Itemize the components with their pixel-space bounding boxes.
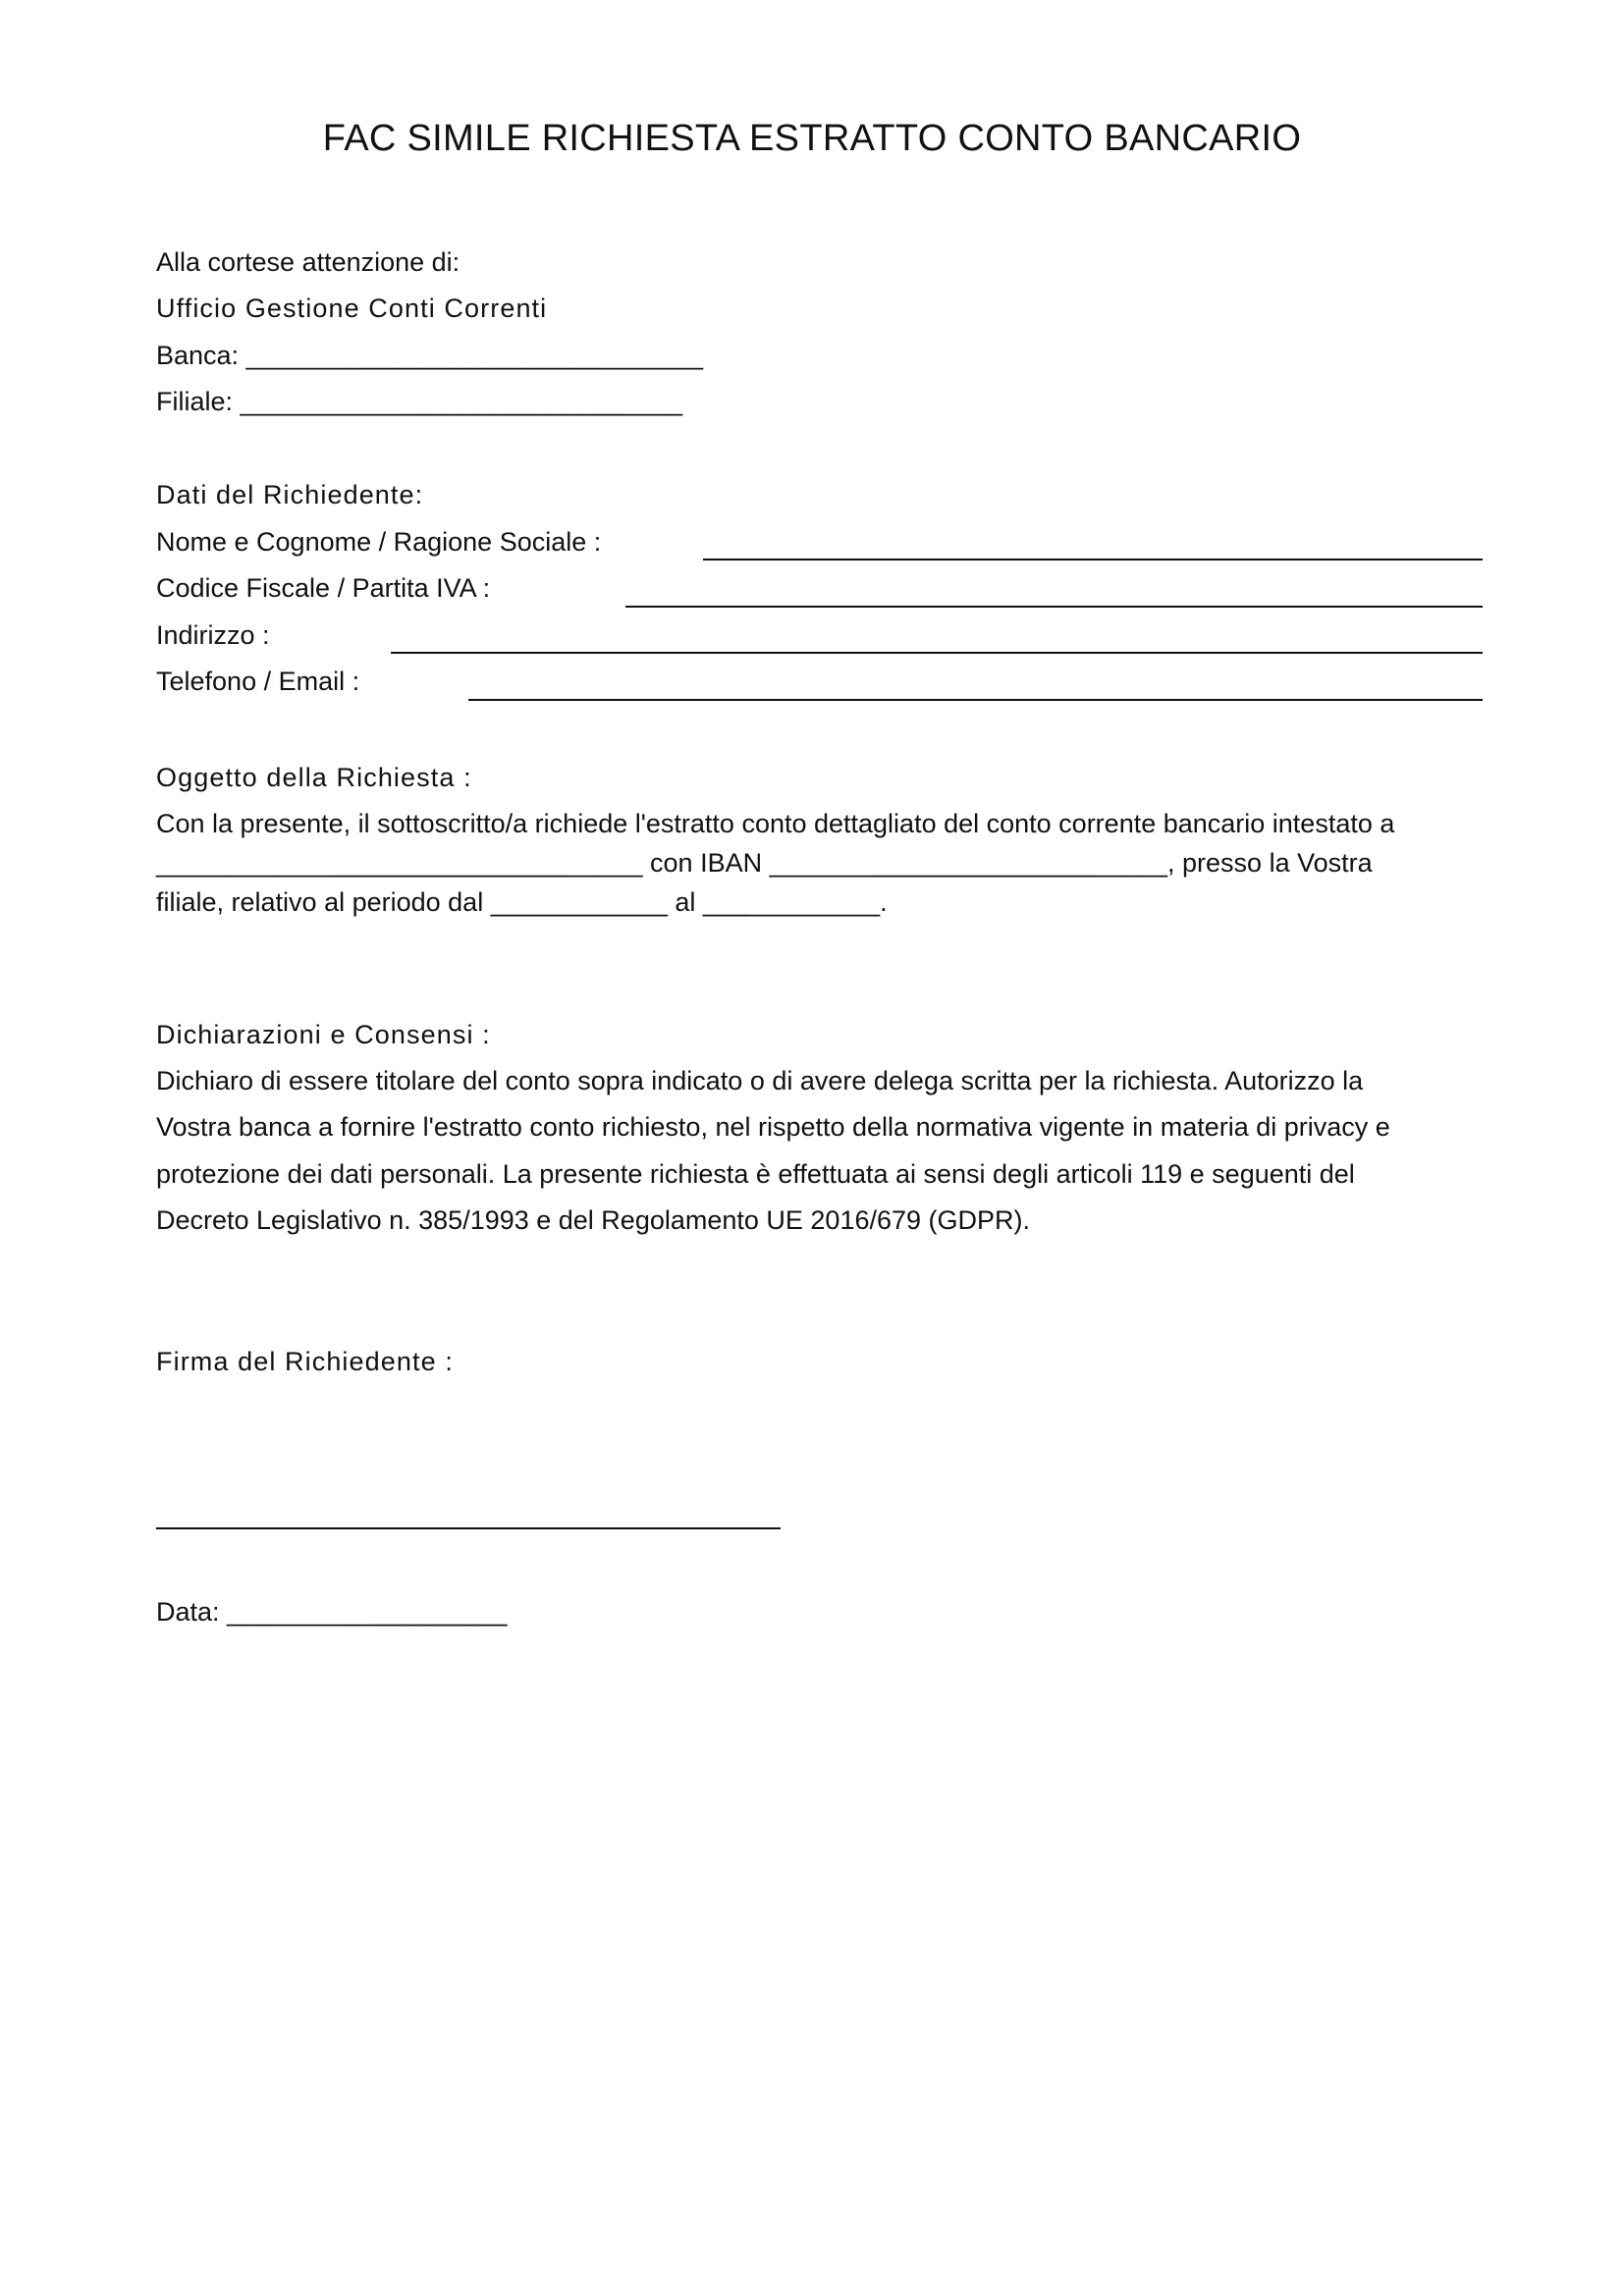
address-label: Indirizzo :	[156, 620, 270, 650]
name-label: Nome e Cognome / Ragione Sociale :	[156, 527, 602, 557]
name-input-line[interactable]	[703, 559, 1483, 561]
signature-label: Firma del Richiedente :	[156, 1347, 454, 1376]
branch-field[interactable]: Filiale: ______________________________	[156, 387, 683, 416]
declarations-line-4: Decreto Legislativo n. 385/1993 e del Regolamento UE 2016/679 (GDPR).	[156, 1205, 1031, 1235]
signature-line[interactable]	[156, 1527, 781, 1529]
recipient-office: Ufficio Gestione Conti Correnti	[156, 294, 548, 323]
request-line-3[interactable]: filiale, relativo al periodo dal ____________ al ____________.	[156, 887, 888, 917]
declarations-heading: Dichiarazioni e Consensi :	[156, 1020, 491, 1049]
contact-input-line[interactable]	[468, 699, 1483, 701]
declarations-line-2: Vostra banca a fornire l'estratto conto richiesto, nel rispetto della normativa vigente in materia di privacy e	[156, 1112, 1390, 1142]
document-title: FAC SIMILE RICHIESTA ESTRATTO CONTO BANCARIO	[322, 118, 1302, 159]
bank-field[interactable]: Banca: _______________________________	[156, 341, 704, 370]
address-input-line[interactable]	[391, 652, 1483, 654]
applicant-heading: Dati del Richiedente:	[156, 480, 424, 509]
recipient-intro: Alla cortese attenzione di:	[156, 247, 460, 277]
tax-code-label: Codice Fiscale / Partita IVA :	[156, 573, 491, 603]
declarations-line-1: Dichiaro di essere titolare del conto sopra indicato o di avere delega scritta per la richiesta. Autorizzo la	[156, 1066, 1364, 1095]
request-heading: Oggetto della Richiesta :	[156, 763, 472, 792]
contact-label: Telefono / Email :	[156, 667, 360, 696]
date-field[interactable]: Data: ___________________	[156, 1597, 508, 1627]
request-line-1: Con la presente, il sottoscritto/a richiede l'estratto conto dettagliato del conto corrente bancario intestato a	[156, 809, 1395, 838]
request-line-2[interactable]: _________________________________ con IBAN ___________________________, presso la Vostra	[156, 848, 1373, 878]
tax-code-input-line[interactable]	[625, 606, 1483, 608]
declarations-line-3: protezione dei dati personali. La presente richiesta è effettuata ai sensi degli articoli 119 e seguenti del	[156, 1159, 1355, 1189]
